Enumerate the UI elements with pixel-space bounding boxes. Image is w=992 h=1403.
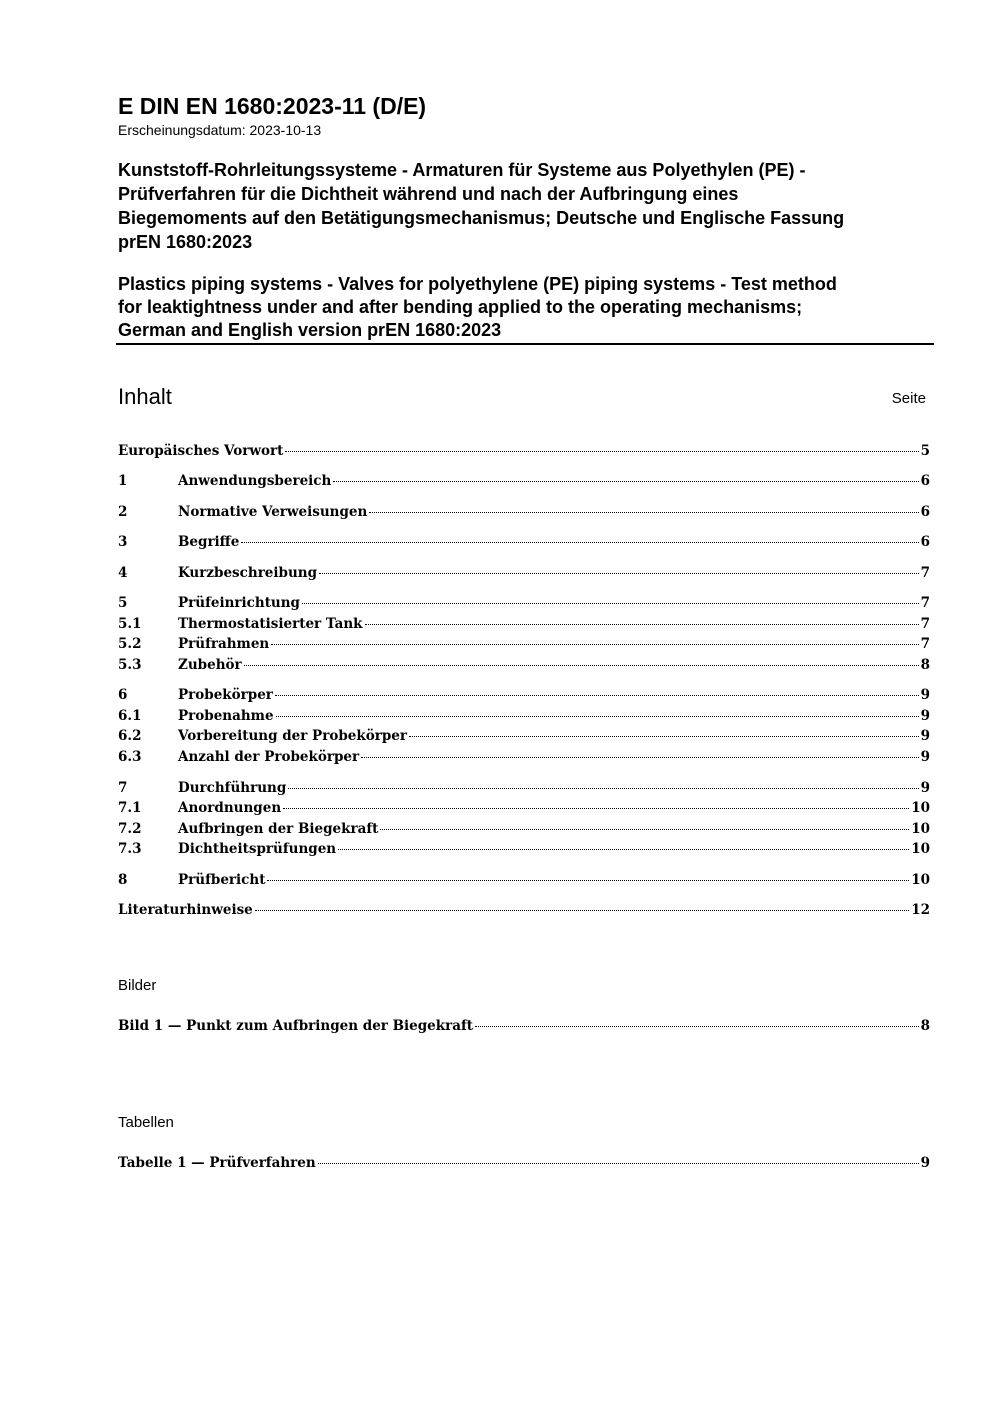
toc-entry-text: Normative Verweisungen [178, 504, 368, 520]
toc-entry-page: 10 [911, 800, 930, 816]
toc-entry-page: 8 [920, 657, 930, 673]
toc-entry-6-3[interactable] [118, 747, 930, 767]
title-english-line: for leaktightness under and after bending applied to the operating mechanisms; [118, 297, 803, 317]
document-id: E DIN EN 1680:2023-11 (D/E) [118, 93, 427, 119]
dot-leader [319, 572, 919, 574]
dot-leader [267, 879, 909, 881]
toc-entry-page: 6 [920, 504, 930, 520]
toc-entry-number: 7.1 [118, 800, 142, 816]
toc-entry-page: 5 [920, 443, 930, 459]
toc-entry-text: Probekörper [178, 687, 273, 703]
toc-entry-page: 10 [911, 872, 930, 888]
toc-entry-text: Literaturhinweise [118, 902, 253, 918]
toc-entry-text: Prüfrahmen [178, 636, 270, 652]
dot-leader [276, 715, 919, 717]
toc-entry-page: 7 [920, 616, 930, 632]
toc-entry-6-1[interactable] [118, 706, 930, 726]
toc-entry-number: 3 [118, 534, 128, 550]
toc-entry-text: Durchführung [178, 780, 287, 796]
toc-entry-number: 6.1 [118, 708, 142, 724]
table-entry-1[interactable] [118, 1153, 930, 1173]
dot-leader [409, 735, 919, 737]
toc-entry-5-3[interactable] [118, 655, 930, 675]
title-german-line: Biegemoments auf den Betätigungsmechanismus; Deutsche und Englische Fassung [118, 208, 845, 228]
toc-entry-text: Vorbereitung der Probekörper [178, 728, 407, 744]
toc-entry-7-1[interactable] [118, 798, 930, 818]
toc-entry-number: 8 [118, 872, 128, 888]
toc-entry-7-3[interactable] [118, 839, 930, 859]
toc-entry-page: 9 [920, 708, 930, 724]
toc-entry-page: 6 [920, 534, 930, 550]
toc-entry-1[interactable] [118, 471, 930, 491]
toc-entry-7[interactable] [118, 778, 930, 798]
toc-entry-page: 6 [920, 473, 930, 489]
toc-entry-text: Kurzbeschreibung [178, 565, 318, 581]
toc-entry-8[interactable] [118, 870, 930, 890]
dot-leader [338, 848, 909, 850]
toc-entry-number: 5.2 [118, 636, 142, 652]
toc-entry-text: Dichtheitsprüfungen [178, 841, 337, 857]
toc-entry-text: Prüfeinrichtung [178, 595, 301, 611]
dot-leader [333, 480, 918, 482]
header-rule [116, 343, 934, 345]
toc-entry-text: Anordnungen [178, 800, 282, 816]
toc-entry-text: Begriffe [178, 534, 240, 550]
tables-heading: Tabellen [118, 1114, 174, 1131]
toc-entry-page: 7 [920, 565, 930, 581]
toc-entry-page: 7 [920, 636, 930, 652]
title-english [118, 273, 938, 342]
toc-entry-page: 9 [920, 728, 930, 744]
toc-entry-6[interactable] [118, 685, 930, 705]
title-german-line: prEN 1680:2023 [118, 232, 253, 252]
toc-entry-text: Anzahl der Probekörper [178, 749, 360, 765]
toc-entry-number: 1 [118, 473, 128, 489]
dot-leader [285, 450, 918, 452]
dot-leader [244, 664, 919, 666]
publication-date: Erscheinungsdatum: 2023-10-13 [118, 122, 322, 138]
toc-entry-5[interactable] [118, 593, 930, 613]
table-entry-text: Tabelle 1 — Prüfverfahren [118, 1155, 316, 1171]
toc-entry-5-2[interactable] [118, 634, 930, 654]
toc-entry-number: 7 [118, 780, 128, 796]
toc-entry-number: 7.3 [118, 841, 142, 857]
toc-entry-number: 2 [118, 504, 128, 520]
toc-entry-bibliography[interactable] [118, 900, 930, 920]
figure-entry-1[interactable] [118, 1016, 930, 1036]
toc-entry-page: 10 [911, 841, 930, 857]
toc-entry-page: 12 [911, 902, 930, 918]
title-english-line: German and English version prEN 1680:2023 [118, 320, 502, 340]
toc-entry-page: 7 [920, 595, 930, 611]
dot-leader [271, 643, 918, 645]
dot-leader [288, 787, 918, 789]
toc-entry-7-2[interactable] [118, 819, 930, 839]
toc-entry-page: 9 [920, 749, 930, 765]
toc-entry-number: 6.3 [118, 749, 142, 765]
toc-entry-text: Europäisches Vorwort [118, 443, 284, 459]
table-entry-page: 9 [920, 1155, 930, 1171]
toc-entry-3[interactable] [118, 532, 930, 552]
toc-entry-4[interactable] [118, 563, 930, 583]
title-german [118, 158, 938, 254]
dot-leader [365, 623, 919, 625]
toc-entry-text: Zubehör [178, 657, 242, 673]
toc-heading: Inhalt [118, 384, 172, 409]
toc-entry-text: Prüfbericht [178, 872, 266, 888]
dot-leader [361, 756, 918, 758]
toc-entry-text: Anwendungsbereich [178, 473, 332, 489]
toc-entry-number: 5.1 [118, 616, 142, 632]
page-column-label: Seite [891, 390, 926, 407]
toc-entry-number: 5.3 [118, 657, 142, 673]
toc-entry-2[interactable] [118, 502, 930, 522]
toc-entry-page: 9 [920, 780, 930, 796]
dot-leader [241, 541, 918, 543]
figures-heading: Bilder [118, 977, 157, 994]
title-german-line: Prüfverfahren für die Dichtheit während und nach der Aufbringung eines [118, 184, 739, 204]
toc-entry-number: 6.2 [118, 728, 142, 744]
dot-leader [475, 1025, 919, 1027]
toc-entry-number: 6 [118, 687, 128, 703]
toc-entry-6-2[interactable] [118, 726, 930, 746]
toc-entry-foreword[interactable] [118, 441, 930, 461]
toc-entry-text: Probenahme [178, 708, 274, 724]
dot-leader [302, 602, 919, 604]
toc-entry-number: 4 [118, 565, 128, 581]
toc-entry-5-1[interactable] [118, 614, 930, 634]
dot-leader [255, 909, 909, 911]
dot-leader [380, 828, 909, 830]
dot-leader [275, 694, 919, 696]
toc-entry-page: 10 [911, 821, 930, 837]
toc-entry-page: 9 [920, 687, 930, 703]
title-english-line: Plastics piping systems - Valves for polyethylene (PE) piping systems - Test method [118, 274, 837, 294]
figure-entry-text: Bild 1 — Punkt zum Aufbringen der Biegekraft [118, 1018, 474, 1034]
toc-entry-number: 5 [118, 595, 128, 611]
toc-entry-number: 7.2 [118, 821, 142, 837]
dot-leader [369, 511, 918, 513]
dot-leader [318, 1162, 919, 1164]
figure-entry-page: 8 [920, 1018, 930, 1034]
toc-entry-text: Thermostatisierter Tank [178, 616, 363, 632]
title-german-line: Kunststoff-Rohrleitungssysteme - Armaturen für Systeme aus Polyethylen (PE) - [118, 160, 806, 180]
toc-entry-text: Aufbringen der Biegekraft [178, 821, 379, 837]
dot-leader [283, 807, 909, 809]
